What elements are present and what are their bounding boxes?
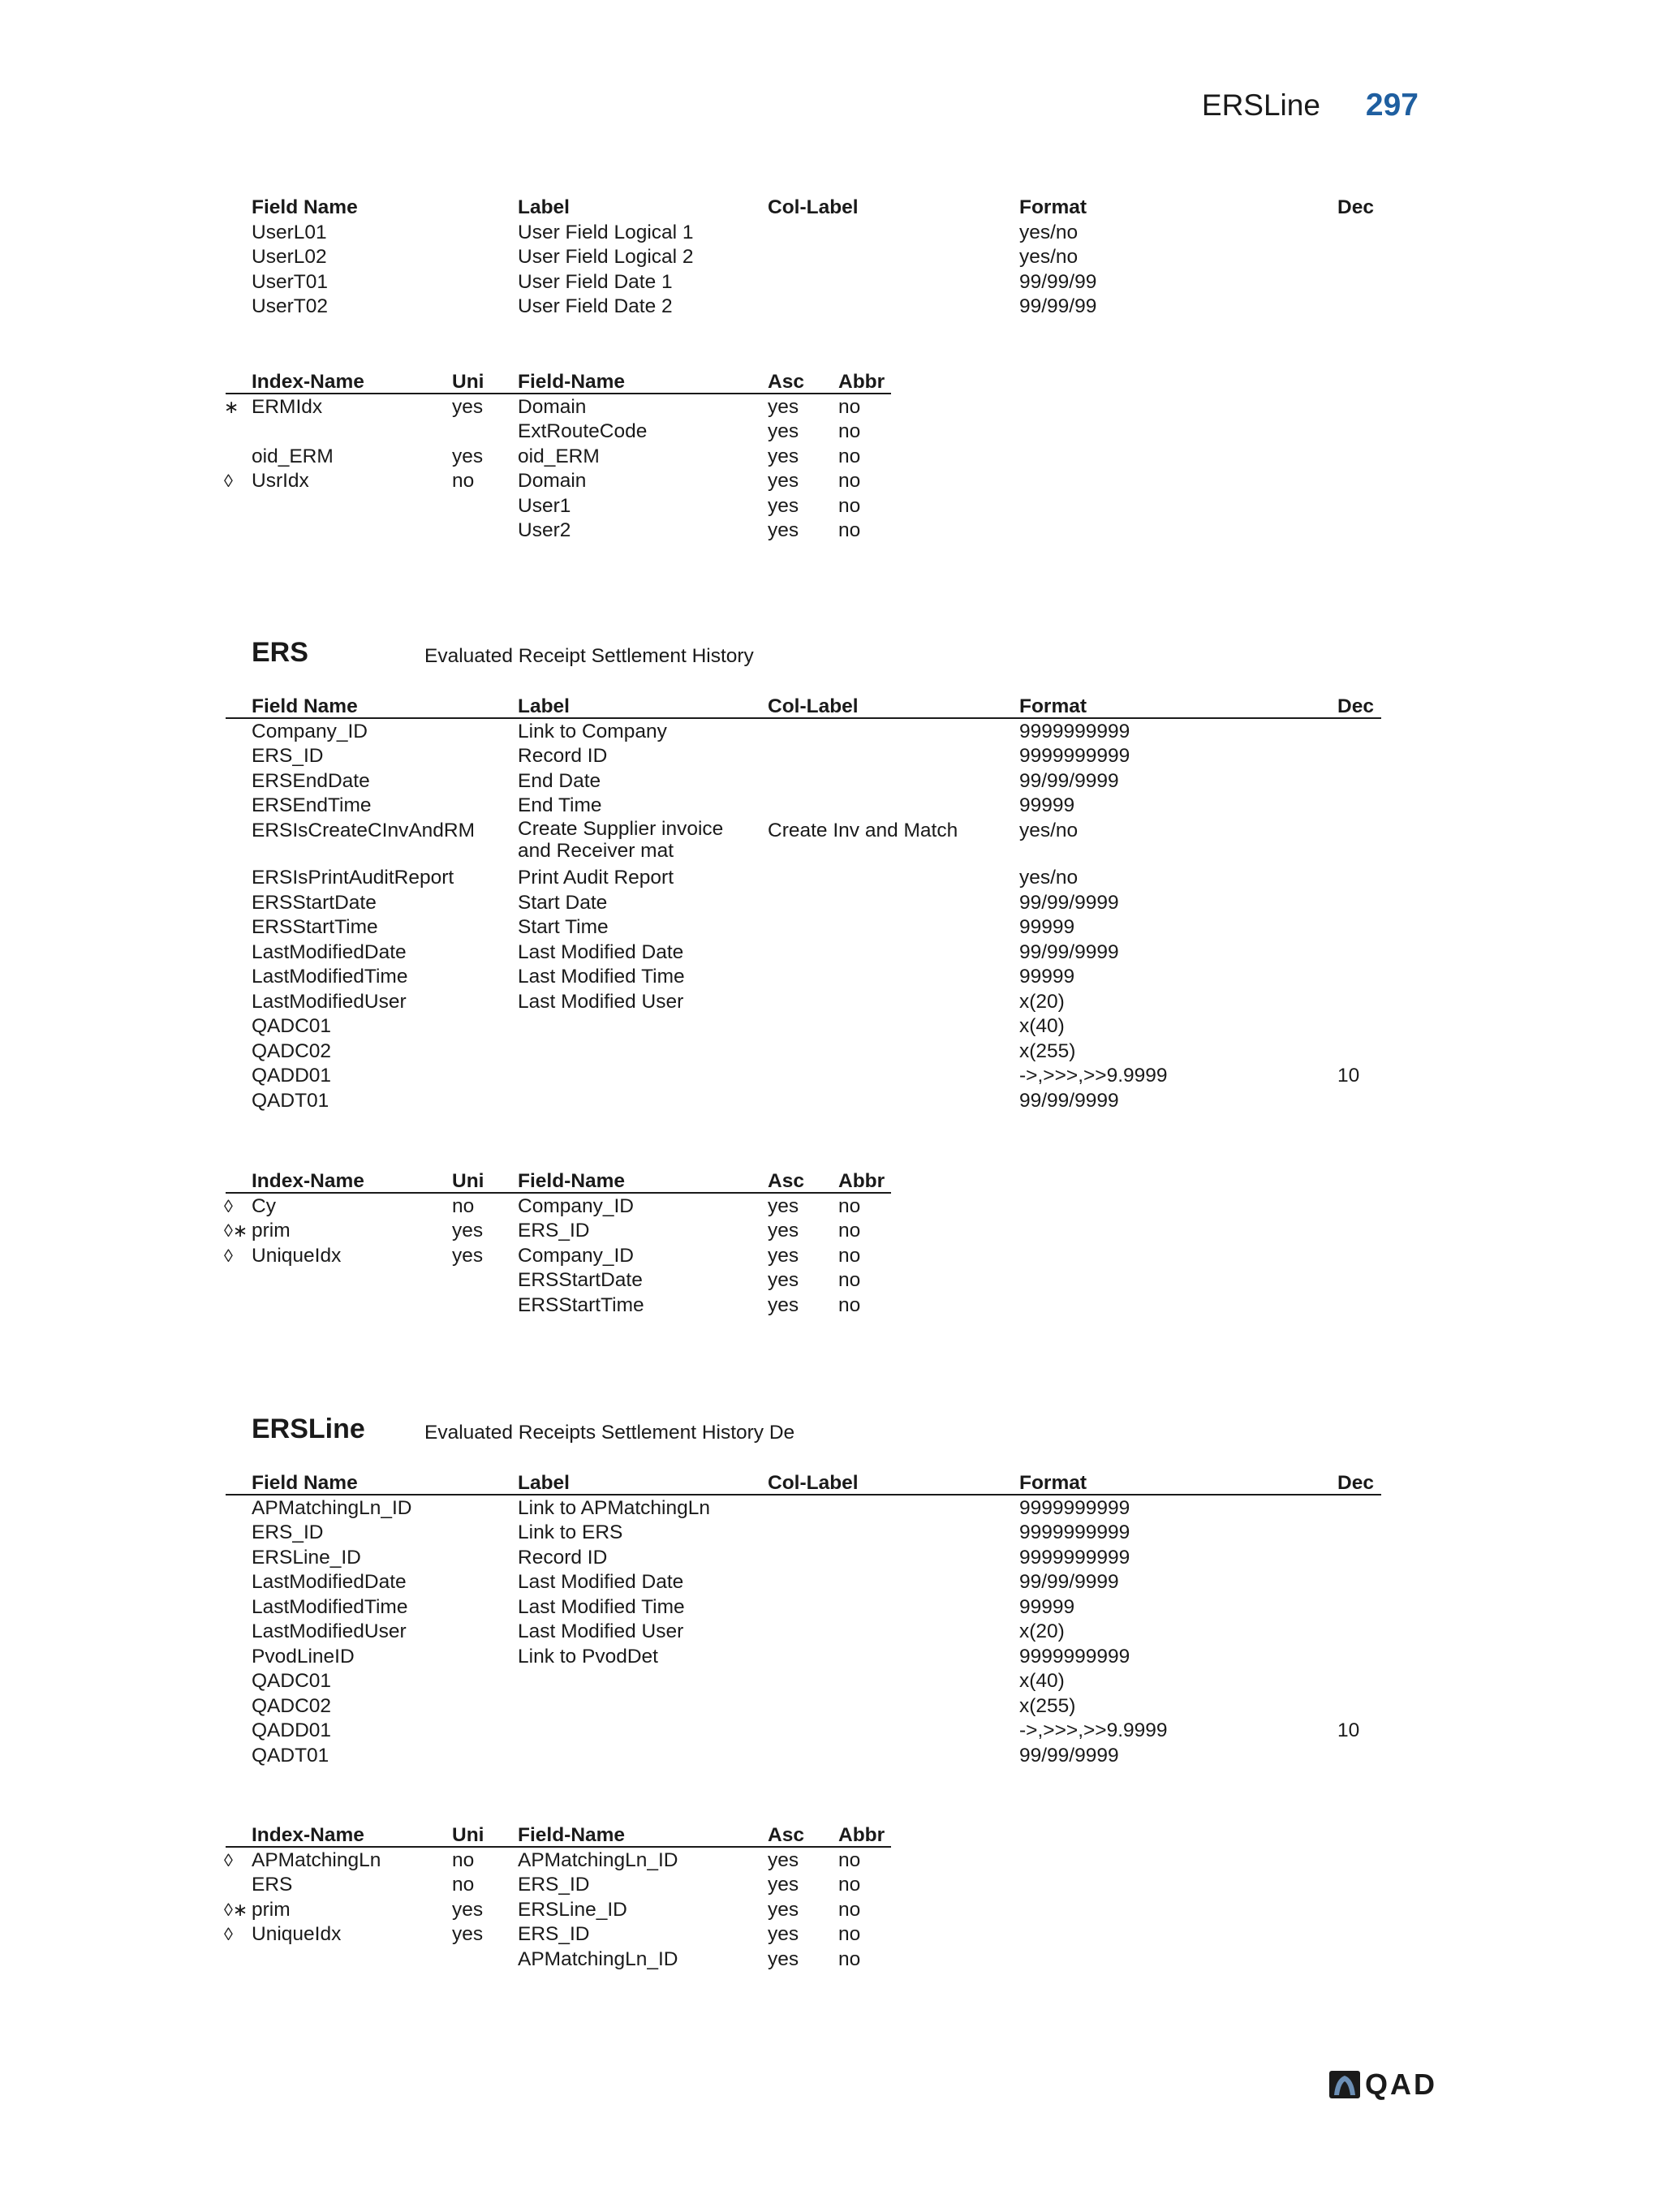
field-dec: 10 (1337, 1065, 1360, 1087)
index-row (0, 468, 1662, 493)
field-format: ->,>>>,>>9.9999 (1019, 1065, 1168, 1087)
field-format: 9999999999 (1019, 1496, 1130, 1519)
index-row (0, 1243, 1662, 1268)
index-ascending: yes (768, 519, 799, 541)
index-row (0, 1293, 1662, 1318)
field-row (0, 719, 1662, 744)
field-label: Link to PvodDet (518, 1645, 658, 1668)
field-format: 99/99/9999 (1019, 769, 1119, 792)
field-table-header (0, 195, 1662, 220)
index-row (0, 518, 1662, 543)
index-field-name: APMatchingLn_ID (518, 1947, 678, 1970)
index-row (0, 1947, 1662, 1972)
index-row (0, 493, 1662, 519)
index-name: ERMIdx (252, 395, 323, 418)
index-field-name: oid_ERM (518, 445, 600, 467)
index-field-name: ERSStartTime (518, 1293, 644, 1316)
index-abbreviated: no (838, 470, 861, 492)
index-row (0, 444, 1662, 469)
index-header-uni: Uni (452, 371, 484, 393)
field-format: 99/99/99 (1019, 295, 1097, 317)
field-label: Link to APMatchingLn (518, 1496, 710, 1519)
index-name: prim (252, 1220, 291, 1242)
index-abbreviated: no (838, 420, 861, 442)
field-row (0, 1743, 1662, 1768)
field-name: LastModifiedUser (252, 1620, 407, 1642)
index-name: ERS (252, 1874, 293, 1896)
field-name: Company_ID (252, 720, 368, 742)
column-header-format: Format (1019, 695, 1087, 717)
field-name: QADC02 (252, 1694, 332, 1717)
field-name: ERSEndDate (252, 769, 370, 792)
field-row (0, 1520, 1662, 1545)
column-header-col-label: Col-Label (768, 196, 859, 218)
field-label: Link to ERS (518, 1521, 623, 1543)
index-unique: yes (452, 1220, 484, 1242)
index-marker: ◊ (224, 471, 233, 491)
index-row (0, 1897, 1662, 1922)
field-label: Last Modified User (518, 1620, 684, 1642)
field-name: ERS_ID (252, 745, 324, 767)
field-name: UserL02 (252, 246, 327, 268)
field-label: Last Modified User (518, 990, 684, 1013)
column-header-col-label: Col-Label (768, 695, 859, 717)
field-format: 99/99/9999 (1019, 940, 1119, 963)
column-header-name: Field Name (252, 695, 358, 717)
field-name: LastModifiedDate (252, 1571, 407, 1593)
field-row (0, 1013, 1662, 1039)
field-row (0, 989, 1662, 1014)
field-format: 99999 (1019, 966, 1075, 988)
field-row (0, 940, 1662, 965)
index-unique: yes (452, 1923, 484, 1945)
index-unique: yes (452, 445, 484, 467)
field-label: User Field Date 1 (518, 270, 673, 293)
running-title: ERSLine (1201, 88, 1320, 122)
field-format: x(255) (1019, 1039, 1076, 1062)
index-unique: no (452, 1194, 475, 1217)
field-name: QADC01 (252, 1670, 332, 1692)
index-abbreviated: no (838, 1874, 861, 1896)
index-field-name: APMatchingLn_ID (518, 1848, 678, 1871)
index-ascending: yes (768, 494, 799, 517)
column-header-dec: Dec (1337, 1472, 1374, 1494)
field-row (0, 768, 1662, 794)
field-row (0, 1644, 1662, 1669)
index-header-asc: Asc (768, 371, 804, 393)
index-abbreviated: no (838, 1194, 861, 1217)
index-ascending: yes (768, 1947, 799, 1970)
column-header-label: Label (518, 196, 570, 218)
index-header-abbr: Abbr (838, 371, 885, 393)
index-name: prim (252, 1898, 291, 1921)
field-format: x(255) (1019, 1694, 1076, 1717)
index-row (0, 1848, 1662, 1873)
field-label: Last Modified Date (518, 940, 684, 963)
index-abbreviated: no (838, 494, 861, 517)
index-abbreviated: no (838, 1923, 861, 1945)
index-header-uni: Uni (452, 1824, 484, 1846)
field-row (0, 1088, 1662, 1113)
index-abbreviated: no (838, 445, 861, 467)
field-name: UserL01 (252, 221, 327, 243)
index-field-name: User1 (518, 494, 571, 517)
index-abbreviated: no (838, 1269, 861, 1291)
column-header-format: Format (1019, 1472, 1087, 1494)
field-row (0, 1063, 1662, 1088)
index-header-asc: Asc (768, 1824, 804, 1846)
column-header-label: Label (518, 1472, 570, 1494)
field-format: 99/99/9999 (1019, 891, 1119, 914)
index-ascending: yes (768, 445, 799, 467)
index-ascending: yes (768, 1293, 799, 1316)
field-row (0, 914, 1662, 940)
field-row (0, 294, 1662, 319)
logo-wordmark: QAD (1365, 2068, 1437, 2101)
index-row (0, 1922, 1662, 1947)
index-ascending: yes (768, 1194, 799, 1217)
index-ascending: yes (768, 1220, 799, 1242)
index-name: APMatchingLn (252, 1848, 381, 1871)
field-row (0, 220, 1662, 245)
field-row (0, 865, 1662, 890)
index-ascending: yes (768, 395, 799, 418)
page-number: 297 (1365, 88, 1419, 123)
column-header-name: Field Name (252, 1472, 358, 1494)
index-abbreviated: no (838, 519, 861, 541)
column-header-col-label: Col-Label (768, 1472, 859, 1494)
field-label: Start Time (518, 916, 609, 938)
index-marker: ◊ (224, 1924, 233, 1944)
field-label: Create Supplier invoice and Receiver mat (518, 817, 724, 862)
index-row (0, 1267, 1662, 1293)
field-table-header (0, 1470, 1662, 1495)
index-abbreviated: no (838, 395, 861, 418)
field-row (0, 1039, 1662, 1064)
index-field-name: ERSStartDate (518, 1269, 643, 1291)
field-format: 99/99/9999 (1019, 1744, 1119, 1767)
index-header-name: Index-Name (252, 1170, 364, 1192)
index-unique: no (452, 470, 475, 492)
field-row (0, 817, 1662, 862)
index-header-abbr: Abbr (838, 1170, 885, 1192)
field-label: Record ID (518, 1546, 608, 1569)
index-row (0, 1218, 1662, 1243)
field-format: 99/99/99 (1019, 270, 1097, 293)
field-format: 9999999999 (1019, 1546, 1130, 1569)
field-format: yes/no (1019, 867, 1079, 889)
field-row (0, 244, 1662, 269)
field-label: User Field Date 2 (518, 295, 673, 317)
field-row (0, 964, 1662, 989)
field-name: ERS_ID (252, 1521, 324, 1543)
index-name: Cy (252, 1194, 276, 1217)
index-table-header (0, 1168, 1662, 1194)
field-row (0, 1619, 1662, 1644)
column-header-label: Label (518, 695, 570, 717)
column-header-dec: Dec (1337, 695, 1374, 717)
index-unique: yes (452, 395, 484, 418)
index-marker: ∗ (224, 396, 239, 417)
index-ascending: yes (768, 1898, 799, 1921)
field-name: UserT02 (252, 295, 328, 317)
index-ascending: yes (768, 1244, 799, 1267)
index-row (0, 394, 1662, 420)
field-format: yes/no (1019, 819, 1079, 841)
field-name: QADC01 (252, 1015, 332, 1037)
table-description: Evaluated Receipts Settlement History De (424, 1422, 795, 1444)
field-row (0, 1594, 1662, 1620)
index-field-name: ERSLine_ID (518, 1898, 627, 1921)
column-header-name: Field Name (252, 196, 358, 218)
index-header-uni: Uni (452, 1170, 484, 1192)
field-name: APMatchingLn_ID (252, 1496, 412, 1519)
field-label: Start Date (518, 891, 608, 914)
field-label: Link to Company (518, 720, 667, 742)
index-name: UsrIdx (252, 470, 309, 492)
column-header-dec: Dec (1337, 196, 1374, 218)
index-ascending: yes (768, 1874, 799, 1896)
index-field-name: User2 (518, 519, 571, 541)
field-label: Record ID (518, 745, 608, 767)
index-field-name: Domain (518, 395, 587, 418)
field-format: x(20) (1019, 990, 1065, 1013)
index-unique: no (452, 1874, 475, 1896)
index-ascending: yes (768, 1269, 799, 1291)
field-row (0, 1495, 1662, 1521)
index-ascending: yes (768, 470, 799, 492)
field-label: End Time (518, 794, 602, 816)
index-marker: ◊ (224, 1195, 233, 1216)
field-format: 99/99/9999 (1019, 1089, 1119, 1112)
index-field-name: ExtRouteCode (518, 420, 648, 442)
field-row (0, 890, 1662, 915)
field-format: 99999 (1019, 916, 1075, 938)
index-field-name: ERS_ID (518, 1923, 590, 1945)
index-marker: ◊ (224, 1245, 233, 1266)
field-format: 9999999999 (1019, 1645, 1130, 1668)
field-format: x(20) (1019, 1620, 1065, 1642)
index-ascending: yes (768, 1848, 799, 1871)
field-format: 99999 (1019, 1595, 1075, 1618)
index-header-asc: Asc (768, 1170, 804, 1192)
field-format: ->,>>>,>>9.9999 (1019, 1719, 1168, 1741)
table-description: Evaluated Receipt Settlement History (424, 645, 754, 667)
field-row (0, 1569, 1662, 1594)
index-abbreviated: no (838, 1293, 861, 1316)
field-row (0, 1693, 1662, 1719)
index-ascending: yes (768, 1923, 799, 1945)
index-unique: yes (452, 1898, 484, 1921)
field-label: Last Modified Date (518, 1571, 684, 1593)
index-row (0, 1194, 1662, 1219)
index-abbreviated: no (838, 1220, 861, 1242)
field-name: QADD01 (252, 1719, 332, 1741)
field-name: LastModifiedDate (252, 940, 407, 963)
index-field-name: ERS_ID (518, 1874, 590, 1896)
field-row (0, 793, 1662, 818)
field-name: LastModifiedTime (252, 966, 408, 988)
field-label: Last Modified Time (518, 966, 685, 988)
field-name: LastModifiedUser (252, 990, 407, 1013)
field-name: LastModifiedTime (252, 1595, 408, 1618)
index-table-header (0, 1823, 1662, 1848)
field-name: ERSStartTime (252, 916, 378, 938)
index-header-name: Index-Name (252, 1824, 364, 1846)
index-field-name: Company_ID (518, 1194, 634, 1217)
index-marker: ◊∗ (224, 1899, 248, 1920)
field-format: yes/no (1019, 246, 1079, 268)
index-header-name: Index-Name (252, 371, 364, 393)
index-header-field: Field-Name (518, 1824, 626, 1846)
field-name: ERSEndTime (252, 794, 372, 816)
index-abbreviated: no (838, 1848, 861, 1871)
field-name: UserT01 (252, 270, 328, 293)
index-header-abbr: Abbr (838, 1824, 885, 1846)
page-header (1202, 88, 1419, 123)
index-row (0, 1872, 1662, 1897)
table-title: ERS (252, 637, 308, 668)
field-name: ERSLine_ID (252, 1546, 361, 1569)
field-name: ERSIsPrintAuditReport (252, 867, 454, 889)
field-label: Last Modified Time (518, 1595, 685, 1618)
index-field-name: Domain (518, 470, 587, 492)
index-field-name: ERS_ID (518, 1220, 590, 1242)
column-header-format: Format (1019, 196, 1087, 218)
index-header-field: Field-Name (518, 371, 626, 393)
index-table-header (0, 369, 1662, 394)
index-marker: ◊ (224, 1849, 233, 1870)
field-dec: 10 (1337, 1719, 1360, 1741)
index-name: oid_ERM (252, 445, 334, 467)
table-title: ERSLine (252, 1414, 365, 1444)
field-name: QADT01 (252, 1744, 329, 1767)
field-name: ERSIsCreateCInvAndRM (252, 819, 476, 841)
qad-logo (1329, 2068, 1437, 2102)
field-row (0, 269, 1662, 295)
field-row (0, 1545, 1662, 1570)
field-row (0, 743, 1662, 768)
index-name: UniqueIdx (252, 1244, 342, 1267)
field-format: x(40) (1019, 1670, 1065, 1692)
index-name: UniqueIdx (252, 1923, 342, 1945)
index-field-name: Company_ID (518, 1244, 634, 1267)
index-abbreviated: no (838, 1947, 861, 1970)
field-format: yes/no (1019, 221, 1079, 243)
index-marker: ◊∗ (224, 1220, 248, 1241)
field-table-header (0, 694, 1662, 719)
field-name: QADD01 (252, 1065, 332, 1087)
field-label: User Field Logical 1 (518, 221, 694, 243)
index-header-field: Field-Name (518, 1170, 626, 1192)
field-label: User Field Logical 2 (518, 246, 694, 268)
field-format: 9999999999 (1019, 1521, 1130, 1543)
field-col-label: Create Inv and Match (768, 819, 958, 841)
index-abbreviated: no (838, 1244, 861, 1267)
field-row (0, 1668, 1662, 1693)
index-unique: no (452, 1848, 475, 1871)
field-name: QADC02 (252, 1039, 332, 1062)
index-row (0, 419, 1662, 444)
field-label: End Date (518, 769, 601, 792)
field-format: x(40) (1019, 1015, 1065, 1037)
field-format: 9999999999 (1019, 745, 1130, 767)
field-name: QADT01 (252, 1089, 329, 1112)
field-format: 99/99/9999 (1019, 1571, 1119, 1593)
field-format: 99999 (1019, 794, 1075, 816)
field-format: 9999999999 (1019, 720, 1130, 742)
field-row (0, 1718, 1662, 1743)
index-ascending: yes (768, 420, 799, 442)
index-abbreviated: no (838, 1898, 861, 1921)
field-name: PvodLineID (252, 1645, 355, 1668)
qad-logo-icon (1329, 2071, 1360, 2098)
field-name: ERSStartDate (252, 891, 377, 914)
field-label: Print Audit Report (518, 867, 674, 889)
index-unique: yes (452, 1244, 484, 1267)
